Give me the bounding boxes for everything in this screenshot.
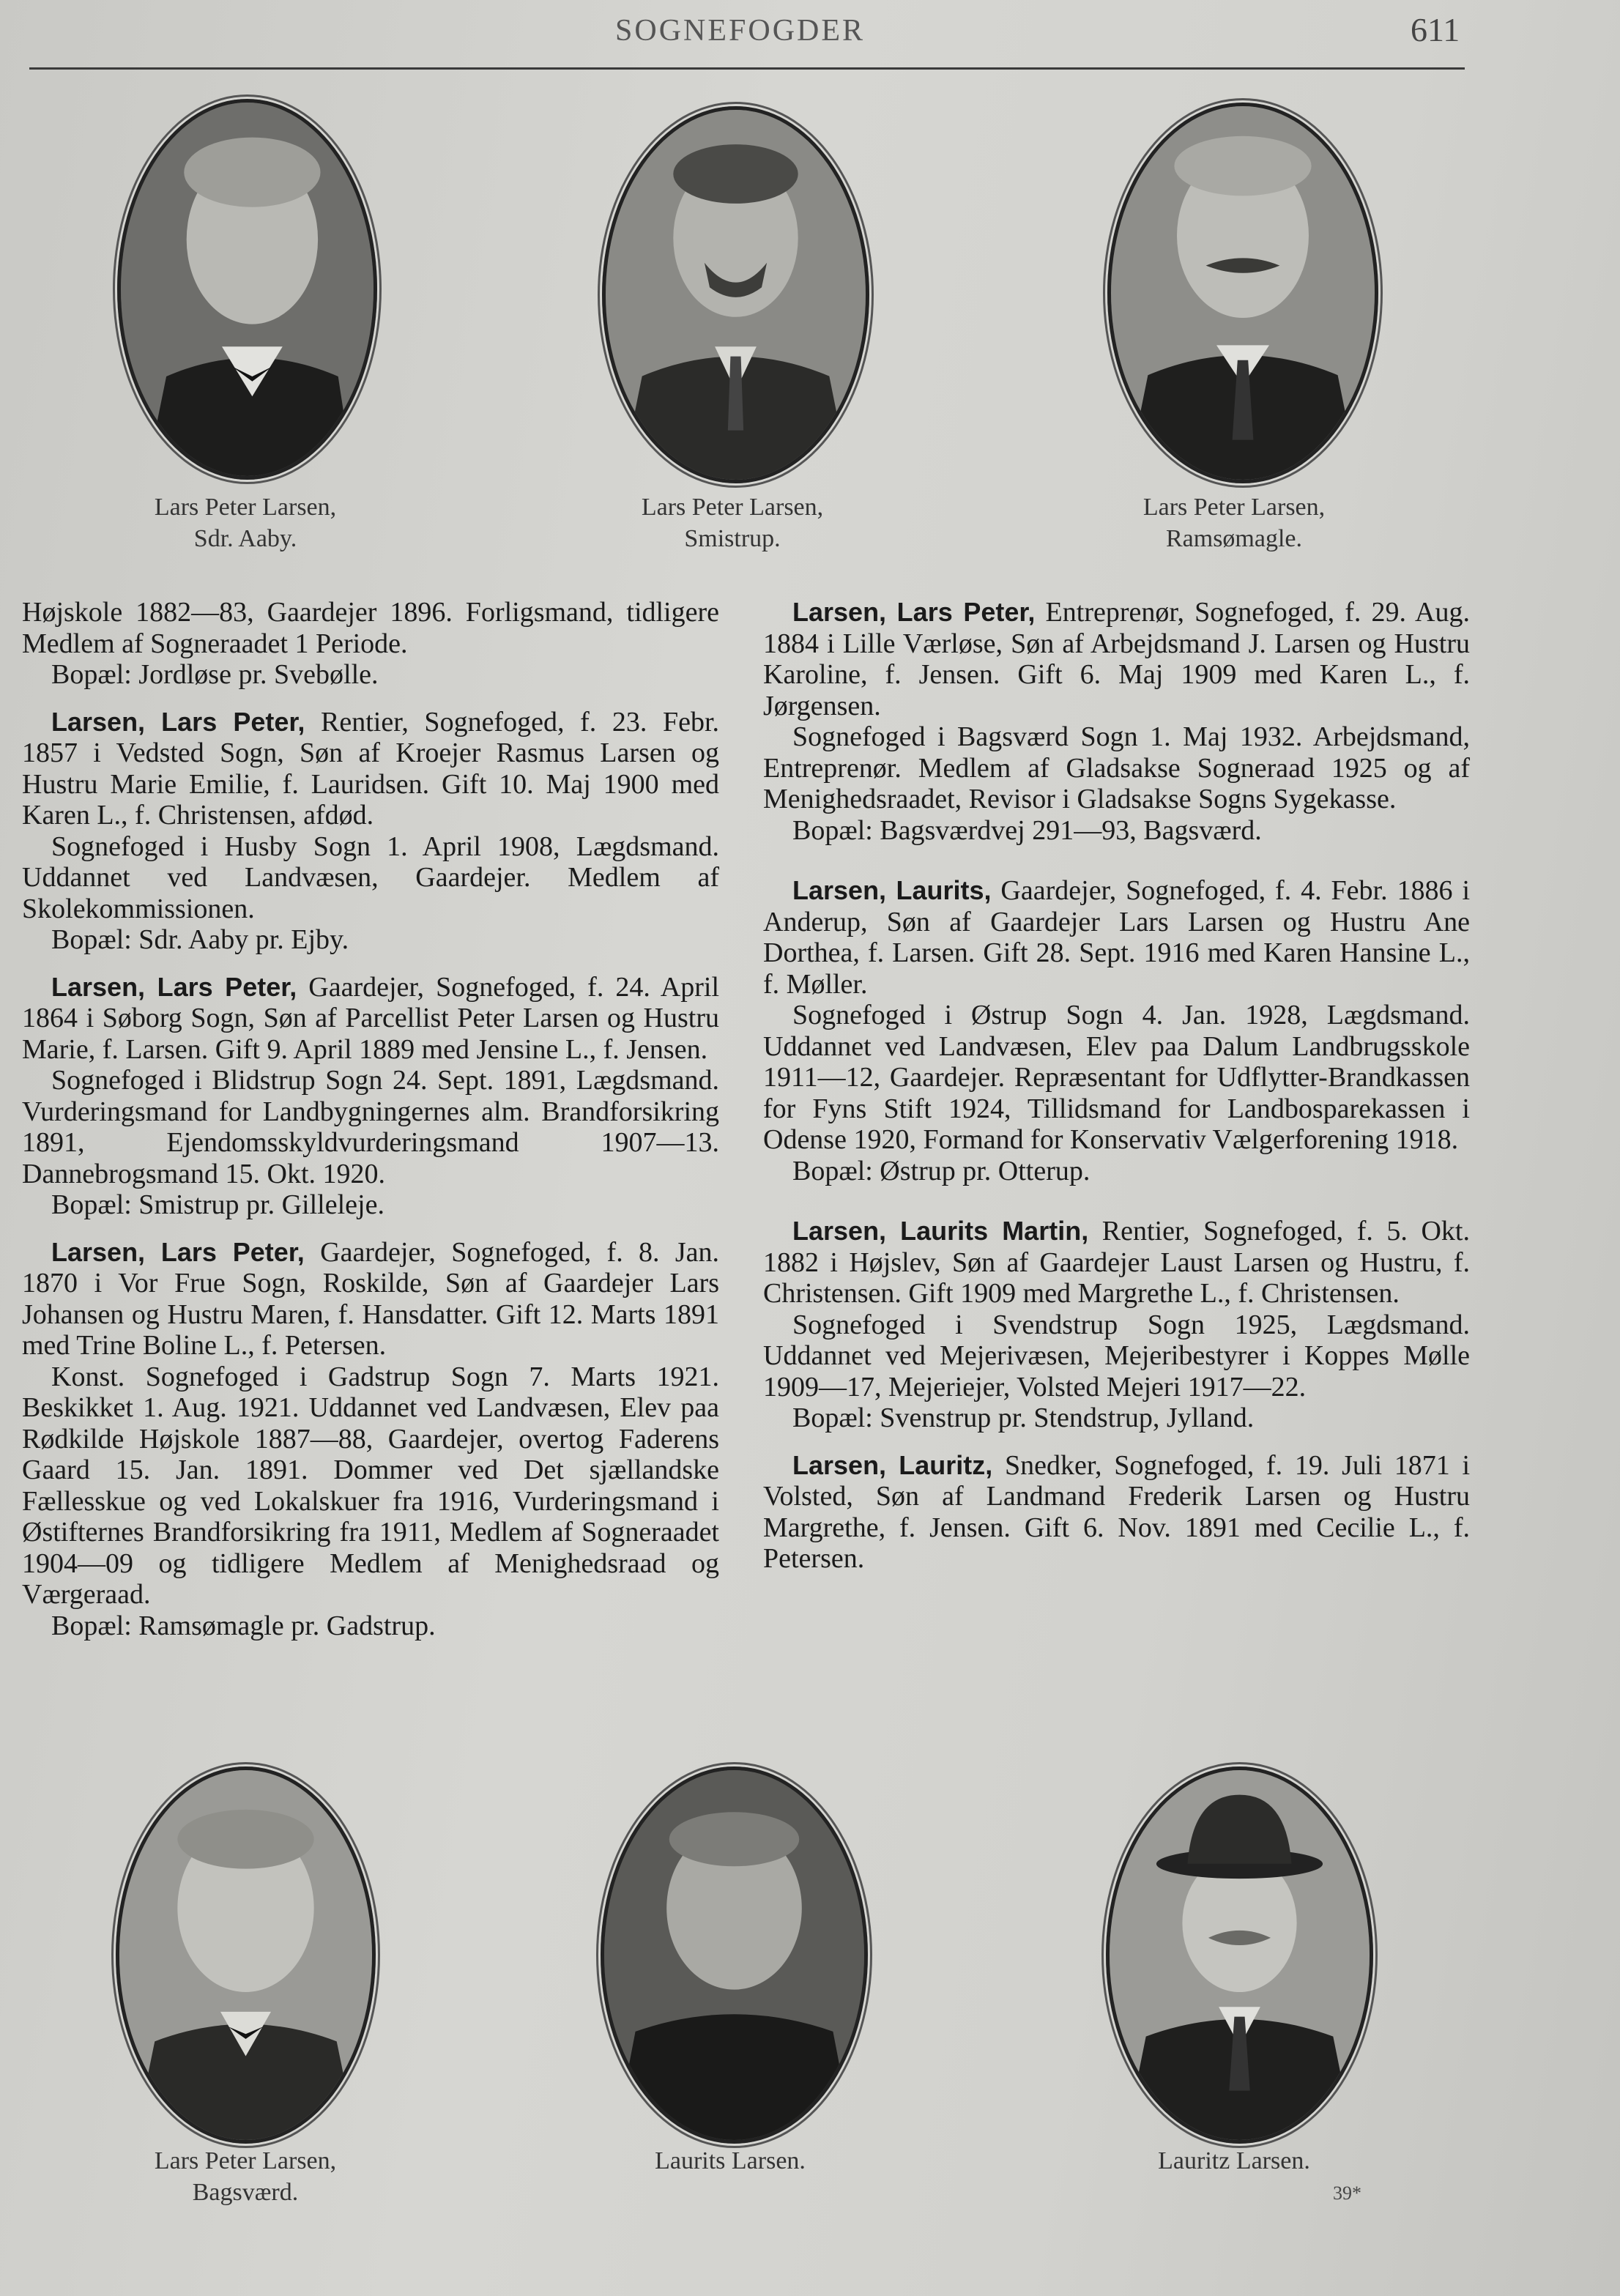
entry-residence: Bopæl: Ramsømagle pr. Gadstrup.	[51, 1610, 436, 1641]
portrait-photo	[602, 106, 869, 483]
caption-name: Lars Peter Larsen,	[641, 494, 824, 521]
running-head: SOGNEFOGDER	[615, 14, 866, 48]
caption-name: Lars Peter Larsen,	[154, 2147, 337, 2174]
entry-bio: Rentier, Sognefoged, f. 5. Okt. 1882 i Højslev, Søn af Gaardejer Laust Larsen og Hustru, f. Christensen. Gift 1909 med Margrethe L., f. Christensen.	[763, 1216, 1470, 1309]
entry-text: Højskole 1882—83, Gaardejer 1896. Forligsmand, tidligere Medlem af Sogneraadet 1 Periode.	[22, 597, 719, 659]
caption-name: Lars Peter Larsen,	[1142, 494, 1326, 521]
portrait-photo	[1106, 1766, 1373, 2144]
portrait-photo	[601, 1766, 868, 2144]
entry	[22, 972, 719, 1221]
entry-name: Larsen, Laurits Martin,	[792, 1216, 1089, 1246]
portrait-caption	[1099, 491, 1370, 554]
caption-place: Smistrup.	[684, 525, 781, 552]
caption-place: Bagsværd.	[192, 2179, 299, 2206]
portrait-image	[121, 103, 374, 476]
entry-residence: Bopæl: Østrup pr. Otterup.	[792, 1155, 1090, 1186]
entry-residence: Bopæl: Sdr. Aaby pr. Ejby.	[51, 924, 349, 955]
printer-signature: 39*	[1333, 2182, 1361, 2204]
caption-name: Lars Peter Larsen,	[154, 494, 337, 521]
caption-place: Ramsømagle.	[1165, 525, 1303, 552]
entry-name: Larsen, Lars Peter,	[51, 971, 297, 1002]
right-column	[763, 597, 1470, 1575]
portrait-caption	[110, 491, 381, 554]
entry-residence: Bopæl: Svenstrup pr. Stendstrup, Jylland.	[792, 1403, 1255, 1433]
left-column	[22, 597, 719, 1641]
portrait-image	[1111, 106, 1375, 480]
entry-bio: Gaardejer, Sognefoged, f. 8. Jan. 1870 i Vor Frue Sogn, Roskilde, Søn af Gaardejer Lars Johansen og Hustru Maren, f. Hansdatter. Gift 12. Marts 1891 med Trine Boline L., f. Petersen.	[22, 1236, 719, 1361]
portrait-image	[1110, 1770, 1370, 2140]
entry-bio: Gaardejer, Sognefoged, f. 24. April 1864 i Søborg Sogn, Søn af Parcellist Peter Larsen og Hustru Marie, f. Larsen. Gift 9. April 1889 med Jensine L., f. Jensen.	[22, 971, 720, 1065]
entry	[763, 597, 1470, 846]
portrait-photo	[117, 99, 377, 480]
entry-residence: Bopæl: Jordløse pr. Svebølle.	[51, 659, 379, 690]
portrait-photo	[1107, 103, 1378, 483]
caption-place: Sdr. Aaby.	[193, 525, 297, 552]
entry	[22, 707, 719, 956]
entry-residence: Bopæl: Bagsværdvej 291—93, Bagsværd.	[792, 814, 1262, 846]
portrait-image	[119, 1770, 372, 2140]
entry-name: Larsen, Lauritz,	[792, 1449, 993, 1480]
entry-career: Sognefoged i Blidstrup Sogn 24. Sept. 1891, Lægdsmand. Vurderingsmand for Landbygningernes alm. Brandforsikring 1891, Ejendomsskyldvurderingsmand 1907—13. Dannebrogsmand 15. Okt. 1920.	[22, 1065, 719, 1189]
portrait-photo	[116, 1766, 376, 2144]
entry	[763, 875, 1470, 1186]
entry-residence: Bopæl: Smistrup pr. Gilleleje.	[51, 1189, 384, 1220]
header-rule	[29, 67, 1465, 70]
entry-bio: Snedker, Sognefoged, f. 19. Juli 1871 i Volsted, Søn af Landmand Frederik Larsen og Hustru Margrethe, f. Jensen. Gift 6. Nov. 1891 med Cecilie L., f. Petersen.	[763, 1449, 1471, 1574]
portrait-caption	[110, 2145, 381, 2208]
entry-career: Sognefoged i Svendstrup Sogn 1925, Lægdsmand. Uddannet ved Mejerivæsen, Mejeribestyrer i Koppes Mølle 1909—17, Mejeriejer, Volsted Mejeri 1917—22.	[763, 1309, 1470, 1403]
entry-name: Larsen, Lars Peter,	[51, 1236, 305, 1267]
entry-career: Sognefoged i Østrup Sogn 4. Jan. 1928, Lægdsmand. Uddannet ved Landvæsen, Elev paa Dalum Landbrugsskole 1911—12, Gaardejer. Repræsentant for Udflytter-Brandkassen for Fyns Stift 1924, Tillidsmand for Landbosparekassen i Odense 1920, Formand for Konservativ Vælgerforening 1918.	[763, 1000, 1470, 1155]
portrait-caption	[597, 491, 868, 554]
entry	[763, 1450, 1470, 1575]
entry-name: Larsen, Laurits,	[792, 875, 992, 905]
portrait-caption	[595, 2145, 866, 2177]
portrait-image	[604, 1770, 864, 2140]
entry-career: Konst. Sognefoged i Gadstrup Sogn 7. Marts 1921. Beskikket 1. Aug. 1921. Uddannet ved Landvæsen, Elev paa Rødkilde Højskole 1887—88, Gaardejer, overtog Faderens Gaard 15. Jan. 1891. Dommer ved Det sjællandske Fællesskue og ved Lokalskuer fra 1916, Vurderingsmand i Østifternes Brandforsikring fra 1911, Medlem af Sogneraadet 1904—09 og tidligere Medlem af Menighedsraad og Værgeraad.	[22, 1361, 719, 1610]
entry-bio: Rentier, Sognefoged, f. 23. Febr. 1857 i Vedsted Sogn, Søn af Kroejer Rasmus Larsen og Hustru Marie Emilie, f. Lauridsen. Gift 10. Maj 1900 med Karen L., f. Christensen, afdød.	[22, 706, 719, 831]
portrait-image	[606, 110, 866, 480]
entry	[22, 1237, 719, 1642]
entry-name: Larsen, Lars Peter,	[51, 706, 305, 737]
entry-continuation	[22, 597, 719, 691]
entry-bio: Gaardejer, Sognefoged, f. 4. Febr. 1886 i Anderup, Søn af Gaardejer Lars Larsen og Hustru Ane Dorthea, f. Larsen. Gift 28. Sept. 1916 med Karen Hansine L., f. Møller.	[763, 875, 1470, 1000]
page-number: 611	[1411, 11, 1460, 48]
caption-name: Lauritz Larsen.	[1158, 2147, 1310, 2174]
entry-career: Sognefoged i Bagsværd Sogn 1. Maj 1932. Arbejdsmand, Entreprenør. Medlem af Gladsakse Sogneraad 1925 og af Menighedsraadet, Revisor i Gladsakse Sogns Sygekasse.	[763, 721, 1470, 814]
entry-career: Sognefoged i Husby Sogn 1. April 1908, Lægdsmand. Uddannet ved Landvæsen, Gaardejer. Medlem af Skolekommissionen.	[22, 831, 719, 924]
entry-bio: Entreprenør, Sognefoged, f. 29. Aug. 1884 i Lille Værløse, Søn af Arbejdsmand J. Larsen og Hustru Karoline, f. Jensen. Gift 6. Maj 1909 med Karen L., f. Jørgensen.	[763, 597, 1470, 721]
entry-name: Larsen, Lars Peter,	[792, 597, 1036, 627]
entry	[763, 1216, 1470, 1434]
portrait-caption	[1099, 2145, 1370, 2177]
caption-name: Laurits Larsen.	[655, 2147, 806, 2174]
